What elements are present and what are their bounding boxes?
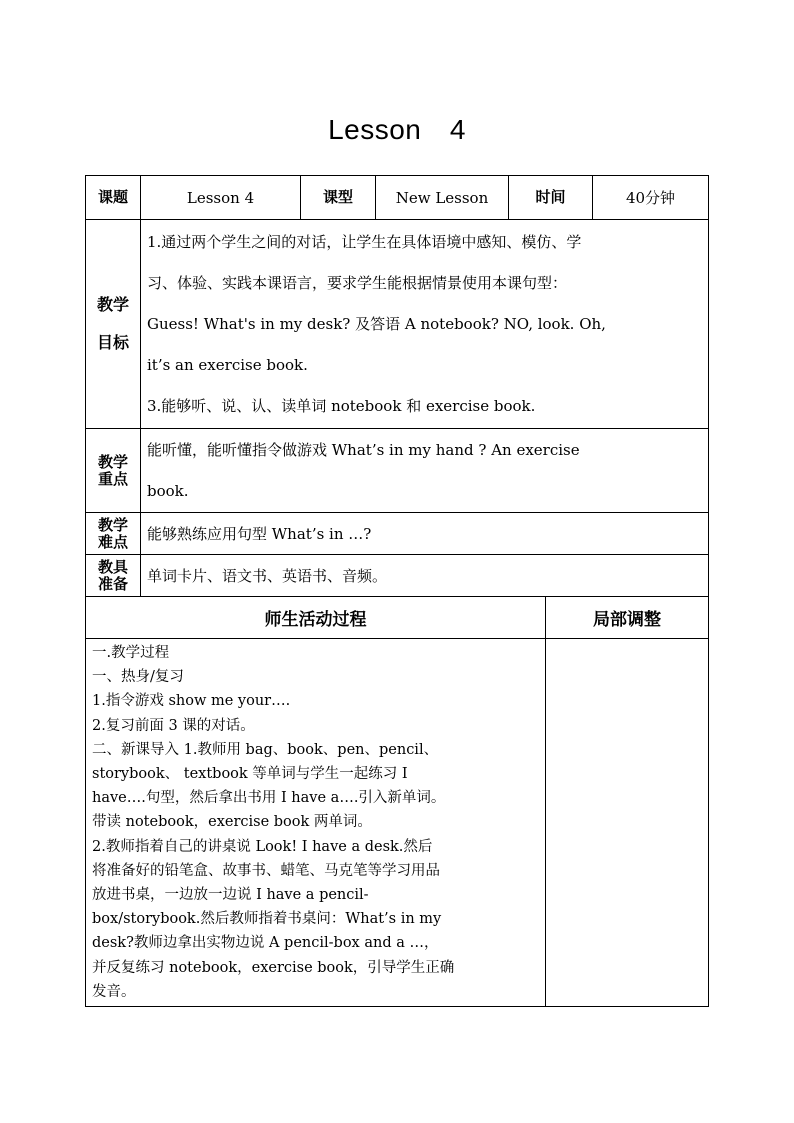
process-line: box/storybook.然后教师指着书桌问：What’s in my <box>92 911 442 928</box>
activities-content <box>86 639 546 1007</box>
materials-text: 单词卡片、语文书、英语书、音频。 <box>141 555 709 597</box>
key-points-label-line1: 教学 <box>97 452 128 471</box>
process-line: 一.教学过程 <box>92 645 170 661</box>
materials-label <box>86 555 141 597</box>
materials-row <box>86 555 709 597</box>
process-line: 二、新课导入 1.教师用 bag、book、pen、pencil、 <box>92 741 439 758</box>
process-line: have….句型，然后拿出书用 I have a….引入新单词。 <box>92 790 446 807</box>
adjustment-header: 局部调整 <box>546 597 709 639</box>
difficulties-row <box>86 513 709 555</box>
process-header-row <box>86 597 709 639</box>
time-value: 40分钟 <box>593 176 709 220</box>
process-line: 发音。 <box>92 983 136 1000</box>
key-points-row <box>86 429 709 513</box>
time-label: 时间 <box>509 176 593 220</box>
process-line: storybook、 textbook 等单词与学生一起练习 I <box>92 766 408 783</box>
process-row <box>86 639 709 1007</box>
key-points-label-line2: 重点 <box>97 469 128 488</box>
info-row <box>86 176 709 220</box>
objectives-line: it’s an exercise book. <box>147 355 308 374</box>
difficulties-label <box>86 513 141 555</box>
materials-label-line2: 准备 <box>97 574 128 593</box>
objectives-label-line1: 教学 <box>96 295 129 314</box>
lesson-plan-table <box>85 175 709 1007</box>
difficulties-label-line2: 难点 <box>97 532 128 551</box>
adjustment-content <box>546 639 709 1007</box>
process-line: 1.指令游戏 show me your…. <box>92 693 291 710</box>
objectives-line: 3.能够听、说、认、读单词 notebook 和 exercise book. <box>147 396 536 415</box>
process-line: 将准备好的铅笔盒、故事书、蜡笔、马克笔等学习用品 <box>92 862 440 879</box>
type-label: 课型 <box>301 176 376 220</box>
objectives-line: Guess! What's in my desk? 及答语 A notebook? NO, look. Oh, <box>147 314 606 333</box>
key-points-line: book. <box>147 481 189 500</box>
difficulties-text: 能够熟练应用句型 What’s in …? <box>141 513 709 555</box>
topic-value: Lesson 4 <box>141 176 301 220</box>
process-line: 放进书桌，一边放一边说 I have a pencil- <box>92 887 369 904</box>
objectives-line: 1.通过两个学生之间的对话，让学生在具体语境中感知、模仿、学 <box>147 232 582 251</box>
activities-header: 师生活动过程 <box>86 597 546 639</box>
key-points-text <box>141 429 709 513</box>
type-value: New Lesson <box>376 176 509 220</box>
process-line: 带读 notebook，exercise book 两单词。 <box>92 814 372 831</box>
objectives-text <box>141 220 709 429</box>
topic-label: 课题 <box>86 176 141 220</box>
objectives-row <box>86 220 709 429</box>
process-line: 一、热身/复习 <box>92 669 184 686</box>
page-title: Lesson 4 <box>328 114 466 145</box>
process-line: 2.教师指着自己的讲桌说 Look! I have a desk.然后 <box>92 838 433 855</box>
process-line: desk?教师边拿出实物边说 A pencil-box and a …， <box>92 935 439 952</box>
objectives-line: 习、体验、实践本课语言，要求学生能根据情景使用本课句型： <box>147 273 568 292</box>
key-points-label <box>86 429 141 513</box>
process-line: 2.复习前面 3 课的对话。 <box>92 717 255 734</box>
process-line: 并反复练习 notebook，exercise book，引导学生正确 <box>92 959 455 976</box>
objectives-label <box>86 220 141 429</box>
difficulties-label-line1: 教学 <box>97 515 128 534</box>
key-points-line: 能听懂，能听懂指令做游戏 What’s in my hand ? An exercise <box>147 440 580 459</box>
objectives-label-line2: 目标 <box>96 333 129 352</box>
materials-label-line1: 教具 <box>97 557 128 576</box>
